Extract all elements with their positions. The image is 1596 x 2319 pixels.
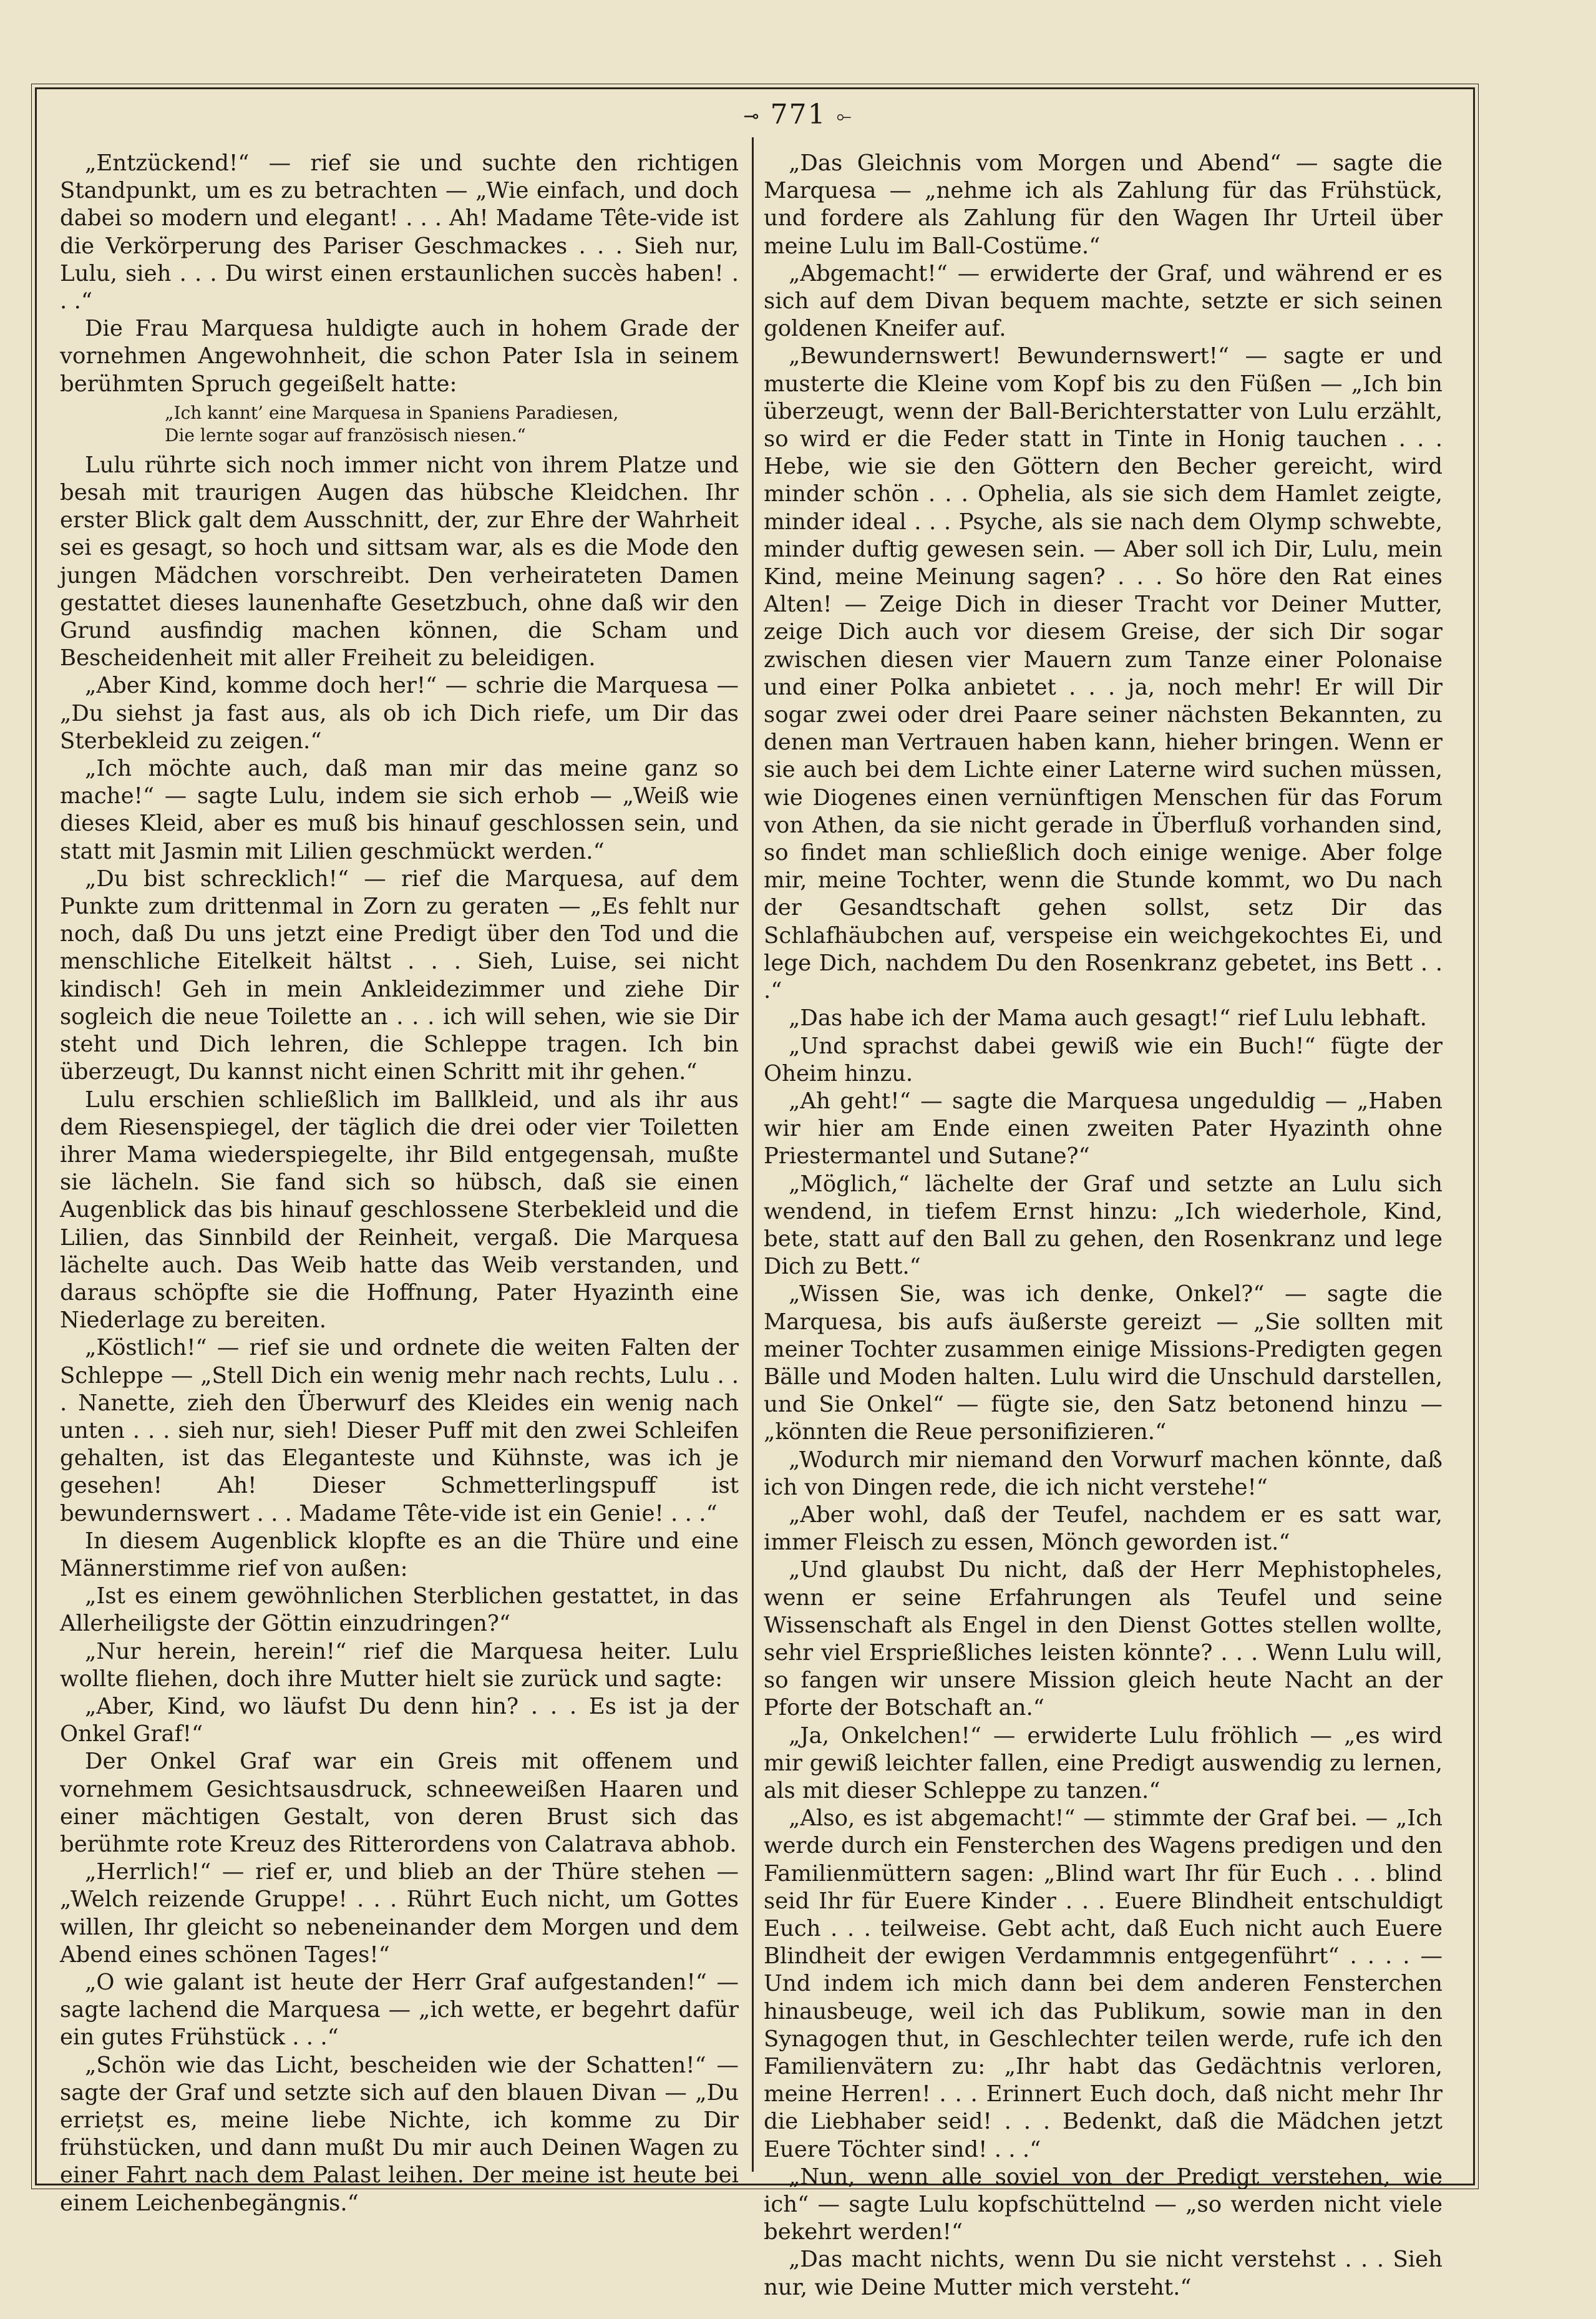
paragraph: „Aber, Kind, wo läufst Du denn hin? . . . Es ist ja der Onkel Graf!“ xyxy=(60,1693,739,1747)
paragraph: „Und glaubst Du nicht, daß der Herr Mephistopheles, wenn er seine Erfahrungen als Teufel und seine Wissenschaft als Engel in den Dienst Gottes stellen wollte, sehr viel Ersprießliches leisten könnte? . . . Wenn Lulu will, so fangen wir unsere Mission gleich heute Nacht an der Pforte der Botschaft an.“ xyxy=(764,1557,1443,1721)
paragraph: „Möglich,“ lächelte der Graf und setzte an Lulu sich wendend, in tiefem Ernst hinzu: „Ich wiederhole, Kind, bete, statt auf den Ball zu gehen, den Rosenkranz und lege Dich zu Bett.“ xyxy=(764,1171,1443,1280)
paragraph: „Köstlich!“ — rief sie und ordnete die weiten Falten der Schleppe — „Stell Dich ein wenig mehr nach rechts, Lulu . . . Nanette, zieh den Überwurf des Kleides ein wenig nach unten . . . sieh nur, sieh! Dieser Puff mit den zwei Schleifen gehalten, ist das Eleganteste und Kühnste, was ich je gesehen! Ah! Dieser Schmetterlingspuff ist bewundernswert . . . Madame Tête-vide ist ein Genie! . . .“ xyxy=(60,1335,739,1526)
paragraph: „Ah geht!“ — sagte die Marquesa ungeduldig — „Haben wir hier am Ende einen zweiten Pater Hyazinth ohne Priestermantel und Sutane?“ xyxy=(764,1088,1443,1169)
paragraph: Die Frau Marquesa huldigte auch in hohem Grade der vornehmen Angewohnheit, die schon Pater Isla in seinem berühmten Spruch gegeißelt hatte: xyxy=(60,316,739,397)
paragraph: „Ich möchte auch, daß man mir das meine ganz so mache!“ — sagte Lulu, indem sie sich erhob — „Weiß wie dieses Kleid, aber es muß bis hinauf geschlossen sein, und statt mit Jasmin mit Lilien geschmückt werden.“ xyxy=(60,756,739,864)
paragraph: „Nur herein, herein!“ rief die Marquesa heiter. Lulu wollte fliehen, doch ihre Mutter hielt sie zurück und sagte: xyxy=(60,1638,739,1692)
paragraph: „Entzückend!“ — rief sie und suchte den richtigen Standpunkt, um es zu betrachten — „Wie einfach, und doch dabei so modern und elegant! . . . Ah! Madame Tête-vide ist die Verkörperung des Pariser Geschmackes . . . Sieh nur, Lulu, sieh . . . Du wirst einen erstaunlichen succès haben! . . .“ xyxy=(60,150,739,315)
paragraph: Der Onkel Graf war ein Greis mit offenem und vornehmem Gesichtsausdruck, schneeweißen Haaren und einer mächtigen Gestalt, von deren Brust sich das berühmte rote Kreuz des Ritterordens von Calatrava abhob. xyxy=(60,1749,739,1857)
page-header xyxy=(0,99,1596,130)
paragraph: In diesem Augenblick klopfte es an die Thüre und eine Männerstimme rief von außen: xyxy=(60,1528,739,1581)
paragraph: „Du bist schrecklich!“ — rief die Marquesa, auf dem Punkte zum drittenmal in Zorn zu geraten — „Es fehlt nur noch, daß Du uns jetzt eine Predigt über den Tod und die menschliche Eitelkeit hältst . . . Sieh, Luise, sei nicht kindisch! Geh in mein Ankleidezimmer und ziehe Dir sogleich die neue Toilette an . . . ich will sehen, wie sie Dir steht und Dich lehren, die Schleppe tragen. Ich bin überzeugt, Du kannst nicht einen Schritt mit ihr gehen.“ xyxy=(60,866,739,1085)
paragraph: „Herrlich!“ — rief er, und blieb an der Thüre stehen — „Welch reizende Gruppe! . . . Rührt Euch nicht, um Gottes willen, Ihr gleicht so nebeneinander dem Morgen und dem Abend eines schönen Tages!“ xyxy=(60,1859,739,1968)
paragraph: „Aber Kind, komme doch her!“ — schrie die Marquesa — „Du siehst ja fast aus, als ob ich Dich riefe, um Dir das Sterbekleid zu zeigen.“ xyxy=(60,673,739,754)
column-divider xyxy=(752,137,754,2172)
paragraph: „Schön wie das Licht, bescheiden wie der Schatten!“ — sagte der Graf und setzte sich auf den blauen Divan — „Du erriețst es, meine liebe Nichte, ich komme zu Dir frühstücken, und dann mußt Du mir auch Deinen Wagen zu einer Fahrt nach dem Palast leihen. Der meine ist heute bei einem Leichenbegängnis.“ xyxy=(60,2052,739,2216)
left-column xyxy=(60,150,739,2216)
paragraph: „Das habe ich der Mama auch gesagt!“ rief Lulu lebhaft. xyxy=(789,1005,1427,1032)
paragraph: „Bewundernswert! Bewundernswert!“ — sagte er und musterte die Kleine vom Kopf bis zu den Füßen — „Ich bin überzeugt, wenn der Ball-Berichterstatter von Lulu erzählt, so wird er die Feder statt in Tinte in Honig tauchen . . . Hebe, wie sie den Göttern den Becher gereicht, wird minder schön . . . Ophelia, als sie sich dem Hamlet zeigte, minder ideal . . . Psyche, als sie nach dem Olymp schwebte, minder duftig gewesen sein. — Aber soll ich Dir, Lulu, mein Kind, meine Meinung sagen? . . . So höre den Rat eines Alten! — Zeige Dich in dieser Tracht vor Deiner Mutter, zeige Dich auch vor diesem Greise, der sich Dir sogar zwischen diesen vier Mauern zum Tanze einer Polonaise und einer Polka anbietet . . . ja, noch mehr! Er will Dir sogar zwei oder drei Paare seiner nächsten Bekannten, zu denen man Vertrauen haben kann, hieher bringen. Wenn er sie auch bei dem Lichte einer Laterne wird suchen müssen, wie Diogenes einen vernünftigen Menschen für das Forum von Athen, da sie nicht gerade in Überfluß vorhanden sind, so findet man schließlich doch einige wenige. Aber folge mir, meine Tochter, wenn die Stunde kommt, wo Du nach der Gesandtschaft gehen sollst, setz Dir das Schlafhäubchen auf, verspeise ein weichgekochtes Ei, und lege Dich, nachdem Du den Rosenkranz gebetet, ins Bett . . .“ xyxy=(764,343,1443,1004)
paragraph: „Ja, Onkelchen!“ — erwiderte Lulu fröhlich — „es wird mir gewiß leichter fallen, eine Predigt auswendig zu lernen, als mit dieser Schleppe zu tanzen.“ xyxy=(764,1722,1443,1804)
paragraph: „Also, es ist abgemacht!“ — stimmte der Graf bei. — „Ich werde durch ein Fensterchen des Wagens predigen und den Familienmüttern sagen: „Blind wart Ihr für Euch . . . blind seid Ihr für Euere Kinder . . . Euere Blindheit entschuldigt Euch . . . teilweise. Gebt acht, daß Euch nicht auch Euere Blindheit der ewigen Verdammnis entgegenführt“ . . . . — Und indem ich mich dann bei dem anderen Fensterchen hinausbeuge, weil ich das Publikum, sowie man in den Synagogen thut, in Geschlechter teilen werde, rufe ich den Familienvätern zu: „Ihr habt das Gedächtnis verloren, meine Herren! . . . Erinnert Euch doch, daß nicht mehr Ihr die Liebhaber seid! . . . Bedenkt, daß die Mädchen jetzt Euere Töchter sind! . . .“ xyxy=(764,1805,1443,2162)
paragraph: „Das Gleichnis vom Morgen und Abend“ — sagte die Marquesa — „nehme ich als Zahlung für das Frühstück, und fordere als Zahlung für den Wagen Ihr Urteil über meine Lulu im Ball-Costüme.“ xyxy=(764,150,1443,259)
paragraph: „Wodurch mir niemand den Vorwurf machen könnte, daß ich von Dingen rede, die ich nicht verstehe!“ xyxy=(764,1447,1443,1500)
paragraph: „O wie galant ist heute der Herr Graf aufgestanden!“ — sagte lachend die Marquesa — „ich wette, er begehrt dafür ein gutes Frühstück . . .“ xyxy=(60,1970,739,2051)
page-number: 771 xyxy=(770,99,827,130)
paragraph: Lulu rührte sich noch immer nicht von ihrem Platze und besah mit traurigen Augen das hübsche Kleidchen. Ihr erster Blick galt dem Ausschnitt, der, zur Ehre der Wahrheit sei es gesagt, so hoch und sittsam war, als es die Mode den jungen Mädchen vorschreibt. Den verheirateten Damen gestattet dieses launenhafte Gesetzbuch, ohne daß wir den Grund ausfindig machen können, die Scham und Bescheidenheit mit aller Freiheit zu beleidigen. xyxy=(60,452,739,671)
paragraph: Lulu erschien schließlich im Ballkleid, und als ihr aus dem Riesenspiegel, der täglich die drei oder vier Toiletten ihrer Mama wiederspiegelte, ihr Bild entgegensah, mußte sie lächeln. Sie fand sich so hübsch, daß sie einen Augenblick das bis hinauf geschlossene Sterbekleid und die Lilien, das Sinnbild der Reinheit, vergaß. Die Marquesa lächelte auch. Das Weib hatte das Weib verstanden, und daraus schöpfte sie die Hoffnung, Pater Hyazinth eine Niederlage zu bereiten. xyxy=(60,1086,739,1334)
paragraph: „Abgemacht!“ — erwiderte der Graf, und während er es sich auf dem Divan bequem machte, setzte er sich seinen goldenen Kneifer auf. xyxy=(764,260,1443,342)
paragraph: „Das macht nichts, wenn Du sie nicht verstehst . . . Sieh nur, wie Deine Mutter mich versteht.“ xyxy=(764,2247,1443,2300)
verse-quote: „Ich kannt’ eine Marquesa in Spaniens Paradiesen, Die lernte sogar auf französisch niesen.“ xyxy=(165,402,619,446)
left-ornament-icon: ⊸ xyxy=(743,105,761,127)
right-column xyxy=(764,150,1443,2300)
paragraph: „Nun, wenn alle soviel von der Predigt verstehen, wie ich“ — sagte Lulu kopfschüttelnd — „so werden nicht viele bekehrt werden!“ xyxy=(764,2164,1443,2245)
paragraph: „Ist es einem gewöhnlichen Sterblichen gestattet, in das Allerheiligste der Göttin einzudringen?“ xyxy=(60,1583,739,1637)
paragraph: „Aber wohl, daß der Teufel, nachdem er es satt war, immer Fleisch zu essen, Mönch geworden ist.“ xyxy=(764,1501,1443,1556)
right-ornament-icon: ⟜ xyxy=(836,105,853,127)
paragraph: „Wissen Sie, was ich denke, Onkel?“ — sagte die Marquesa, bis aufs äußerste gereizt — „Sie sollten mit meiner Tochter zusammen einige Missions-Predigten gegen Bälle und Moden halten. Lulu wird die Unschuld darstellen, und Sie Onkel“ — fügte sie, den Satz betonend hinzu — „könnten die Reue personifizieren.“ xyxy=(764,1281,1443,1445)
paragraph: „Und sprachst dabei gewiß wie ein Buch!“ fügte der Oheim hinzu. xyxy=(764,1033,1443,1086)
